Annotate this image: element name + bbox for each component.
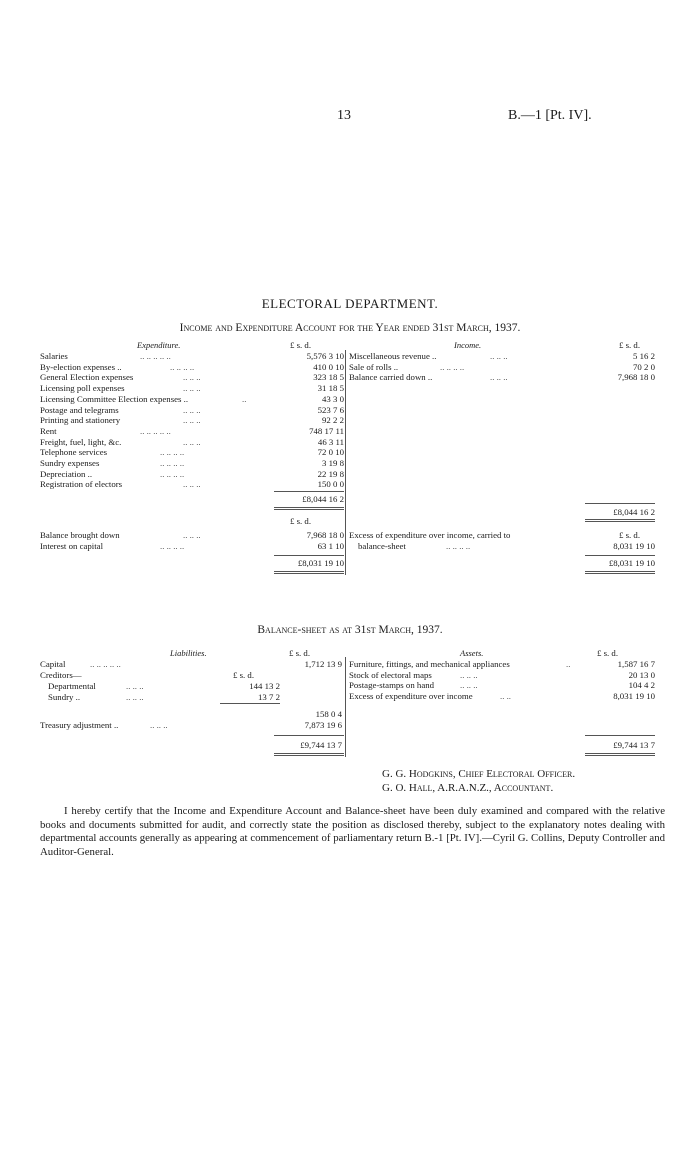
income-column-head: Income. <box>454 340 482 350</box>
income-currency-head: £ s. d. <box>619 340 641 350</box>
second-currency-head: £ s. d. <box>290 516 312 526</box>
second-row-label: Balance brought down <box>40 530 120 540</box>
expenditure-column-head: Expenditure. <box>137 340 181 350</box>
asset-row-leaders: .. .. .. <box>460 680 478 691</box>
creditors-rule <box>220 703 280 704</box>
expenditure-row-label: Telephone services <box>40 447 108 458</box>
second-row-leaders: .. .. .. .. <box>160 540 185 551</box>
second-total: £8,031 19 10 <box>297 558 344 568</box>
income-row-leaders: .. .. .. .. <box>440 361 465 372</box>
asset-row-label: Stock of electoral maps <box>349 669 432 680</box>
liabilities-subtotal-rule <box>274 735 344 736</box>
assets-total: £9,744 13 7 <box>613 740 655 750</box>
expenditure-row-leaders: .. .. .. .. <box>160 447 185 458</box>
assets-currency-head: £ s. d. <box>597 648 619 658</box>
expenditure-row-leaders: .. .. .. <box>183 372 201 383</box>
asset-row-label: Postage-stamps on hand <box>349 680 435 691</box>
asset-row-label: Furniture, fittings, and mechanical appliances <box>349 659 510 669</box>
expenditure-row-label: Freight, fuel, light, &c. <box>40 436 122 447</box>
expenditure-total: £8,044 16 2 <box>302 494 344 504</box>
expenditure-row-label: Registration of electors <box>40 479 123 490</box>
expenditure-row-leaders: .. .. .. .. <box>160 468 185 479</box>
excess-label-line-2: balance-sheet <box>358 541 406 551</box>
department-title: ELECTORAL DEPARTMENT. <box>261 296 439 311</box>
expenditure-row-label: Sundry expenses <box>40 458 100 468</box>
expenditure-row-amount: 323 18 5 <box>313 372 344 383</box>
income-total: £8,044 16 2 <box>613 507 655 517</box>
creditors-label: Creditors— <box>40 670 82 680</box>
creditor-row-leaders: .. .. .. <box>126 691 144 702</box>
expenditure-row-leaders: .. .. .. <box>183 479 201 490</box>
second-row-label: Interest on capital <box>40 540 104 551</box>
liabilities-double-rule <box>274 753 344 754</box>
expenditure-row-amount: 31 18 5 <box>317 383 344 394</box>
capital-label: Capital <box>40 659 66 669</box>
treasury-label: Treasury adjustment .. <box>40 720 119 730</box>
expenditure-row-leaders: .. .. .. <box>183 436 201 447</box>
creditor-row-amount: 13 7 2 <box>258 691 280 702</box>
capital-leaders: .. .. .. .. .. <box>90 659 121 669</box>
signature-chief-officer: G. G. Hodgkins, Chief Electoral Officer. <box>382 768 576 780</box>
excess-label-line-1: Excess of expenditure over income, carried to <box>349 530 511 540</box>
creditor-row-leaders: .. .. .. <box>126 681 144 691</box>
assets-double-rule <box>585 753 655 754</box>
expenditure-row-amount: 523 7 6 <box>317 404 344 415</box>
income-row-amount: 70 2 0 <box>633 361 655 372</box>
expenditure-row-amount: 5,576 3 10 <box>306 351 344 361</box>
income-account-heading: Income and Expenditure Account for the Year ended 31st March, 1937. <box>179 322 521 334</box>
second-row-amount: 63 1 10 <box>317 540 344 551</box>
assets-double-rule-2 <box>585 755 655 756</box>
expenditure-row-leaders: .. <box>242 393 247 404</box>
expenditure-row-leaders: .. .. .. .. <box>170 361 195 372</box>
income-row-label: Miscellaneous revenue .. <box>349 351 437 361</box>
creditor-row-amount: 144 13 2 <box>249 681 280 691</box>
balance-center-rule <box>345 657 346 757</box>
capital-amount: 1,712 13 9 <box>304 659 342 669</box>
balance-sheet-heading: Balance-sheet as at 31st March, 1937. <box>257 624 443 636</box>
expenditure-row-leaders: .. .. .. .. .. <box>140 425 171 436</box>
asset-row-leaders: .. <box>566 659 571 669</box>
expenditure-row-amount: 46 3 11 <box>317 436 344 447</box>
expenditure-row-amount: 3 19 8 <box>322 458 344 468</box>
liabilities-double-rule-2 <box>274 755 344 756</box>
income-row-leaders: .. .. .. <box>490 372 508 383</box>
expenditure-row-label: Printing and stationery <box>40 415 121 426</box>
expenditure-currency-head: £ s. d. <box>290 340 312 350</box>
expenditure-row-amount: 43 3 0 <box>322 393 344 404</box>
liabilities-total: £9,744 13 7 <box>300 740 342 750</box>
income-row-amount: 7,968 18 0 <box>617 372 655 383</box>
treasury-leaders: .. .. .. <box>150 720 168 730</box>
excess-amount: 8,031 19 10 <box>613 541 655 551</box>
creditors-total: 158 0 4 <box>315 709 342 719</box>
page-number: 13 <box>337 108 351 123</box>
document-reference: B.—1 [Pt. IV]. <box>508 108 592 123</box>
assets-column-head: Assets. <box>460 648 484 658</box>
assets-subtotal-rule <box>585 735 655 736</box>
expenditure-row-amount: 748 17 11 <box>309 425 344 436</box>
expenditure-row-label: By-election expenses .. <box>40 361 122 372</box>
expenditure-row-label: General Election expenses <box>40 372 134 383</box>
liabilities-currency-head: £ s. d. <box>289 648 311 658</box>
creditor-row-label: Departmental <box>48 681 96 691</box>
expenditure-row-label: Rent <box>40 425 57 436</box>
creditor-row-label: Sundry .. <box>48 691 81 702</box>
signature-accountant: G. O. Hall, A.R.A.N.Z., Accountant. <box>382 782 554 794</box>
expenditure-row-label: Salaries <box>40 351 68 361</box>
asset-row-leaders: .. .. .. <box>460 669 478 680</box>
income-row-label: Balance carried down .. <box>349 372 433 383</box>
expenditure-row-amount: 72 0 10 <box>317 447 344 458</box>
expenditure-row-amount: 150 0 0 <box>317 479 344 490</box>
expenditure-row-label: Licensing poll expenses <box>40 383 125 394</box>
expenditure-row-leaders: .. .. .. <box>183 415 201 426</box>
asset-row-amount: 20 13 0 <box>628 669 655 680</box>
income-row-amount: 5 16 2 <box>633 351 655 361</box>
expenditure-row-amount: 92 2 2 <box>322 415 344 426</box>
asset-row-amount: 104 4 2 <box>628 680 655 691</box>
excess-leaders: .. .. .. .. <box>446 541 471 551</box>
expenditure-row-amount: 410 0 10 <box>313 361 344 372</box>
second-row-amount: 7,968 18 0 <box>306 530 344 540</box>
audit-certificate: I hereby certify that the Income and Expenditure Account and Balance-sheet have been duly examined and compared with the relative books and documents submitted for audit, and correctly state the position as disclosed thereby, subject to the explanatory notes dealing with departmental accounts generally as appearing at commencement of parliamentary return B.-1 [Pt. IV].—Cyril G. Collins, Deputy Controller and Auditor-General. <box>40 805 665 858</box>
asset-row-amount: 1,587 16 7 <box>617 659 655 669</box>
expenditure-row-label: Depreciation .. <box>40 468 93 479</box>
expenditure-row-label: Postage and telegrams <box>40 404 119 415</box>
expenditure-row-label: Licensing Committee Election expenses .. <box>40 393 189 404</box>
treasury-amount: 7,873 19 6 <box>304 720 342 730</box>
excess-total: £8,031 19 10 <box>608 558 655 568</box>
excess-currency-head: £ s. d. <box>619 530 641 540</box>
liabilities-column-head: Liabilities. <box>170 648 207 658</box>
expenditure-row-leaders: .. .. .. .. <box>160 458 185 468</box>
income-row-label: Sale of rolls .. <box>349 361 399 372</box>
expenditure-row-leaders: .. .. .. <box>183 383 201 394</box>
asset-row-amount: 8,031 19 10 <box>613 691 655 702</box>
creditors-currency-head: £ s. d. <box>233 670 255 680</box>
second-row-leaders: .. .. .. <box>183 530 201 540</box>
expenditure-row-amount: 22 19 8 <box>317 468 344 479</box>
asset-row-label: Excess of expenditure over income <box>349 691 473 702</box>
expenditure-row-leaders: .. .. .. <box>183 404 201 415</box>
asset-row-leaders: .. .. <box>500 691 511 702</box>
income-row-leaders: .. .. .. <box>490 351 508 361</box>
expenditure-row-leaders: .. .. .. .. .. <box>140 351 171 361</box>
